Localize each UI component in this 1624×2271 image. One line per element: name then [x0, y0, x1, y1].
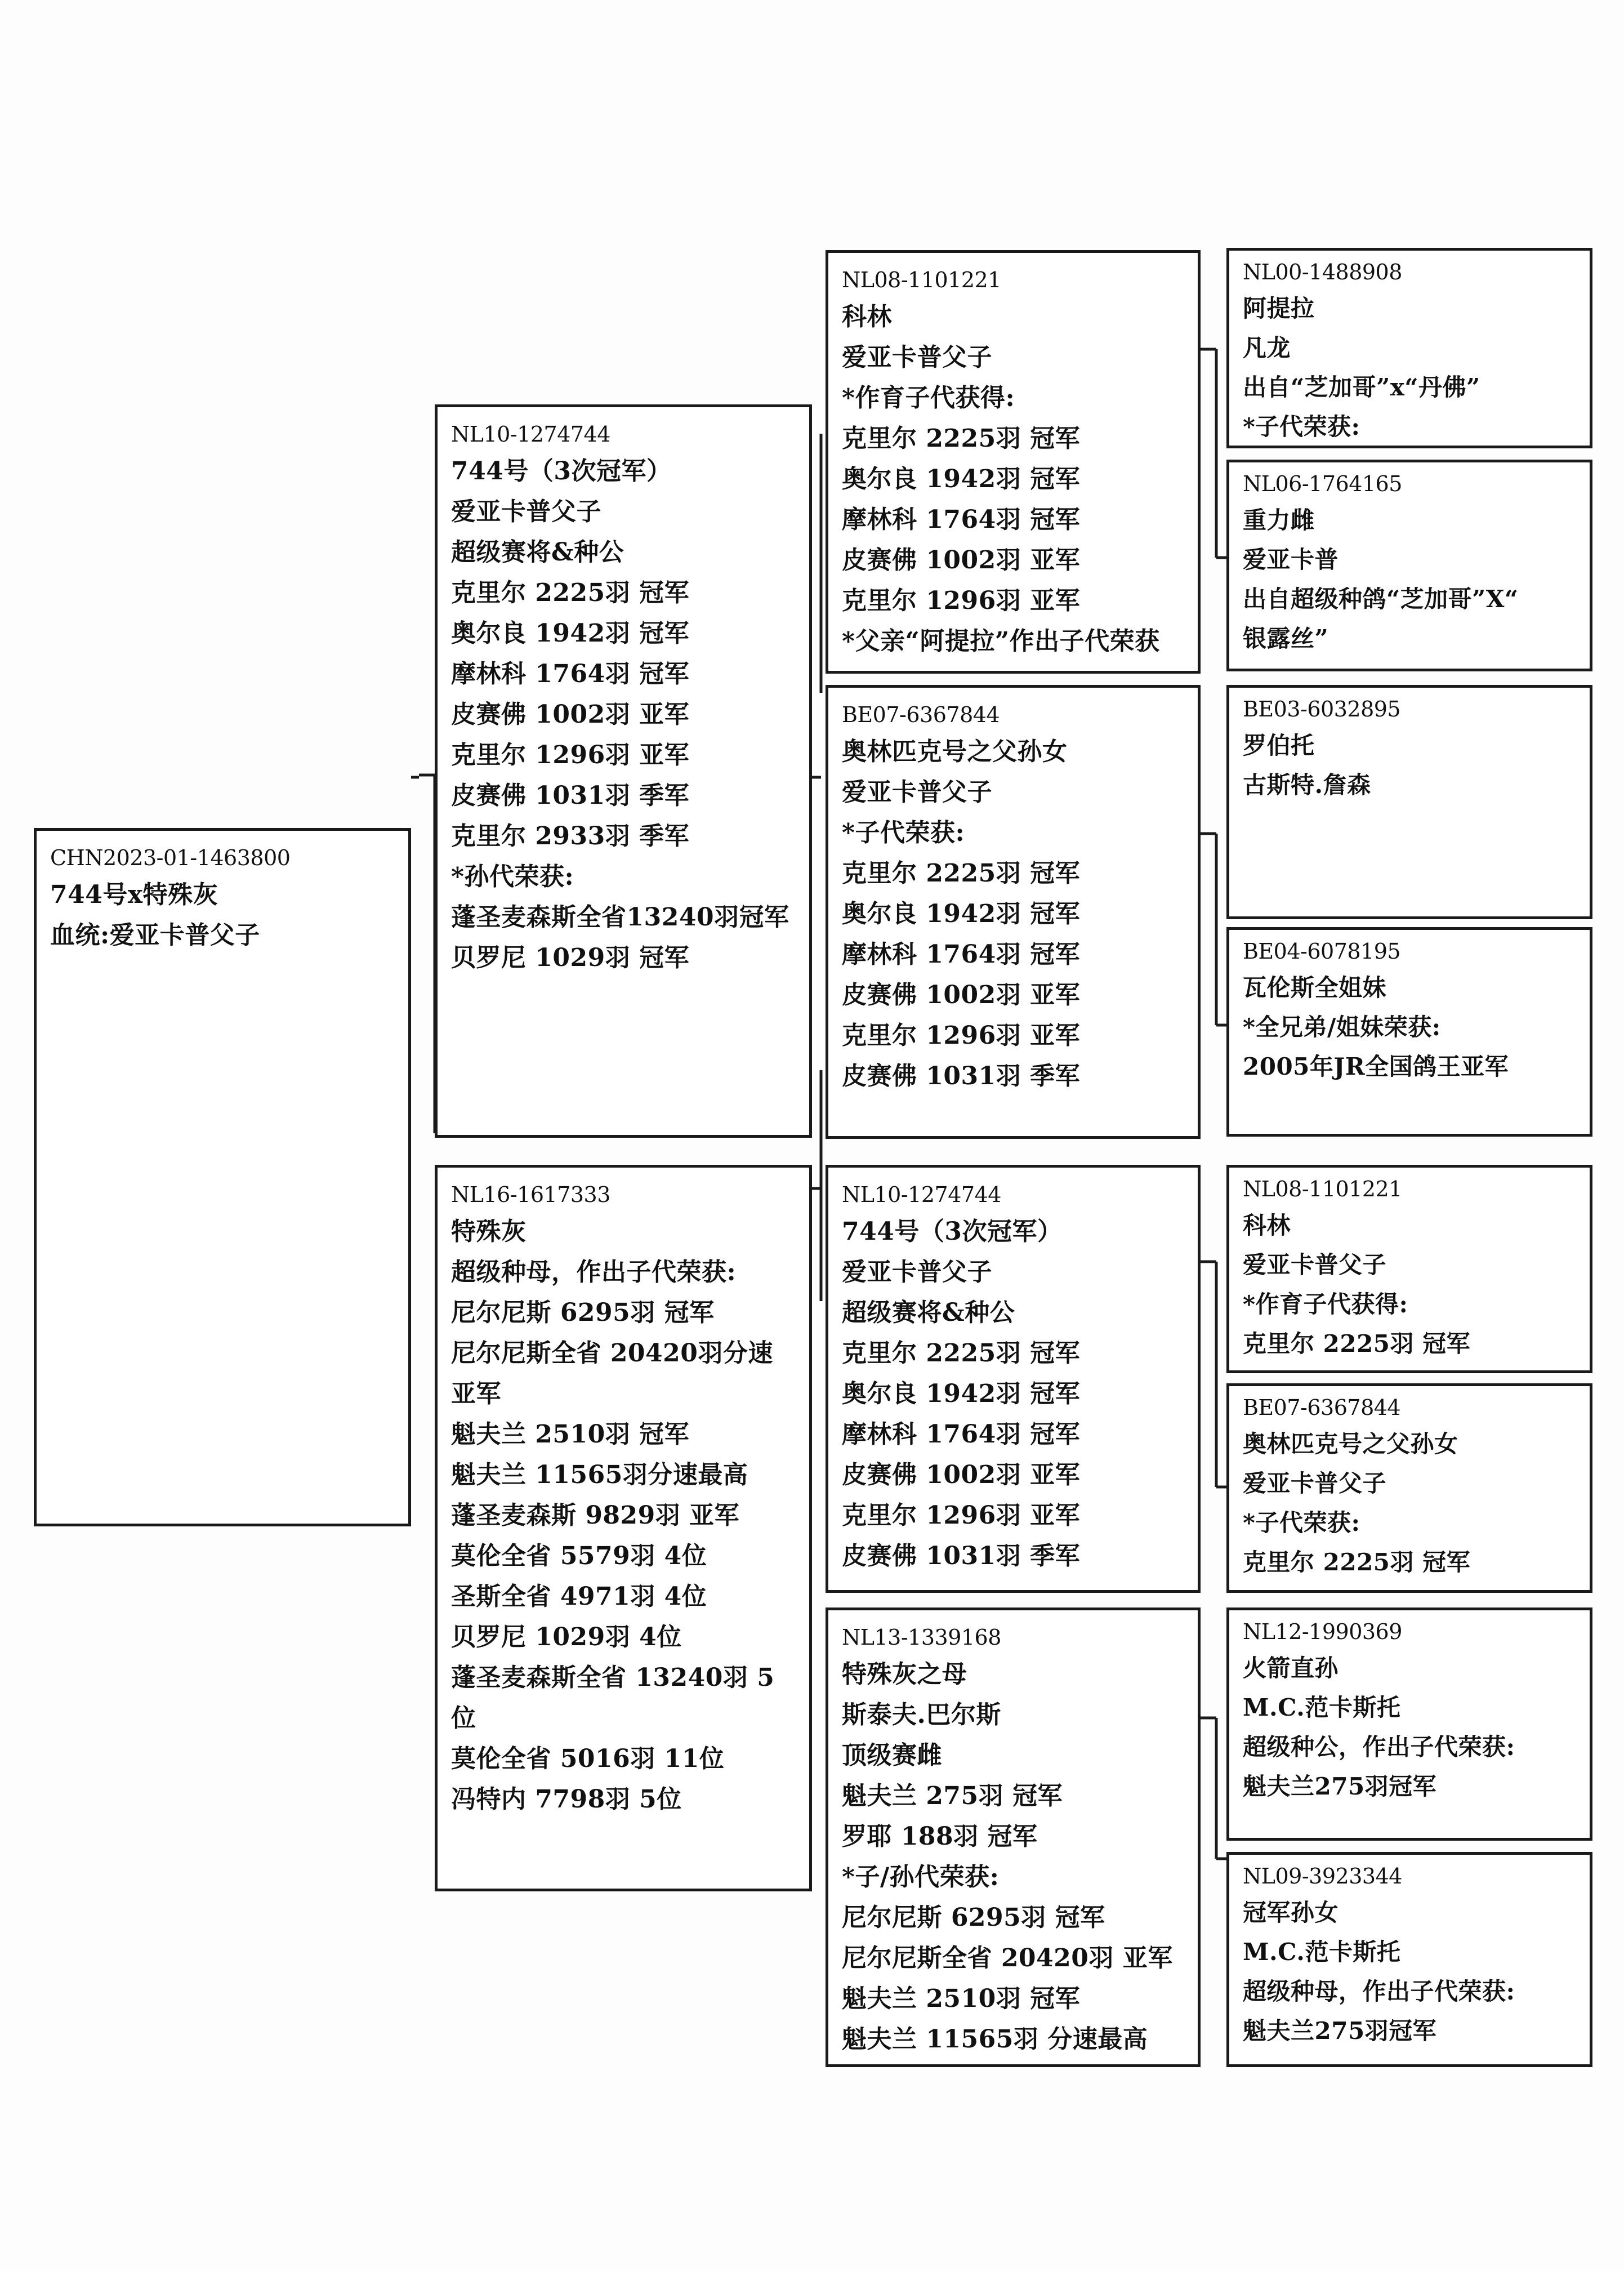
pedigree-box-subject — [34, 828, 411, 1526]
pedigree-line: 凡龙 — [1243, 334, 1291, 362]
ring-number: BE03-6032895 — [1243, 697, 1401, 722]
pedigree-line: 罗伯托 — [1243, 732, 1315, 759]
pedigree-line: 摩林科 1764羽 冠军 — [451, 660, 690, 688]
pedigree-line: 皮赛佛 1031羽 季军 — [842, 1542, 1081, 1570]
ring-number: NL00-1488908 — [1243, 260, 1402, 284]
pedigree-line: 瓦伦斯全姐妹 — [1243, 974, 1387, 1001]
pedigree-line: 摩林科 1764羽 冠军 — [842, 1420, 1081, 1449]
connector-root-bracket — [419, 775, 435, 1133]
pedigree-line: 尼尔尼斯 6295羽 冠军 — [842, 1903, 1105, 1932]
pedigree-line: 克里尔 1296羽 亚军 — [842, 1021, 1081, 1050]
ring-number: NL09-3923344 — [1243, 1864, 1402, 1889]
pedigree-line: 斯泰夫.巴尔斯 — [842, 1700, 1001, 1729]
pedigree-box-sire — [435, 404, 812, 1138]
pedigree-line: *子/孙代荣获: — [842, 1863, 1000, 1891]
pedigree-line: 奥尔良 1942羽 冠军 — [842, 465, 1081, 493]
ring-number: NL08-1101221 — [1243, 1177, 1402, 1201]
pedigree-line: 奥尔良 1942羽 冠军 — [842, 1379, 1081, 1408]
pedigree-line: 爱亚卡普父子 — [1243, 1251, 1387, 1279]
pedigree-line: 皮赛佛 1031羽 季军 — [451, 781, 690, 810]
pedigree-line: 爱亚卡普父子 — [842, 778, 992, 807]
pedigree-line: 古斯特.詹森 — [1243, 771, 1371, 799]
pedigree-line: 魁夫兰 2510羽 冠军 — [451, 1420, 690, 1449]
pedigree-line: *作育子代获得: — [1243, 1290, 1408, 1318]
pedigree-line: 银露丝” — [1243, 625, 1329, 652]
pedigree-box-dam-dam — [826, 1607, 1201, 2067]
pedigree-box-ds-dam — [1226, 1383, 1592, 1593]
pedigree-line: 奥尔良 1942羽 冠军 — [451, 619, 690, 648]
pedigree-line: 超级赛将&种公 — [451, 538, 624, 567]
pedigree-line: 蓬圣麦森斯全省 13240羽 5位 — [451, 1663, 775, 1733]
pedigree-line: 魁夫兰 2510羽 冠军 — [842, 1984, 1081, 2013]
pedigree-line: 莫伦全省 5579羽 4位 — [451, 1542, 707, 1570]
pedigree-line: 尼尔尼斯 6295羽 冠军 — [451, 1298, 715, 1327]
connector-dd-bracket — [1201, 1718, 1226, 1859]
pedigree-line: 摩林科 1764羽 冠军 — [842, 940, 1081, 969]
pedigree-line: *作育子代获得: — [842, 384, 1015, 412]
connector-sd-bracket — [1201, 834, 1226, 1025]
pedigree-line: 爱亚卡普父子 — [451, 497, 601, 526]
pedigree-line: 蓬圣麦森斯全省13240羽冠军 — [451, 903, 789, 932]
pedigree-line: 出自超级种鸽“芝加哥”X“ — [1243, 585, 1519, 613]
pedigree-line: 爱亚卡普父子 — [842, 343, 992, 372]
pedigree-line: 皮赛佛 1002羽 亚军 — [842, 981, 1081, 1009]
pedigree-line: *子代荣获: — [842, 818, 965, 847]
pedigree-line: 744号（3次冠军） — [842, 1217, 1063, 1246]
pedigree-line: *孙代荣获: — [451, 862, 574, 891]
ring-number: NL10-1274744 — [842, 1182, 1001, 1207]
pedigree-line: 魁夫兰 275羽 冠军 — [842, 1782, 1063, 1810]
pedigree-line: 爱亚卡普 — [1243, 546, 1339, 573]
pedigree-line: 克里尔 2225羽 冠军 — [451, 578, 690, 607]
pedigree-line: 科林 — [1243, 1212, 1291, 1239]
pedigree-line: 皮赛佛 1002羽 亚军 — [842, 546, 1081, 575]
pedigree-line: 克里尔 2225羽 冠军 — [1243, 1330, 1471, 1357]
pedigree-line: 奥林匹克号之父孙女 — [1243, 1430, 1458, 1458]
pedigree-line: 克里尔 2225羽 冠军 — [842, 424, 1081, 453]
pedigree-line: 奥尔良 1942羽 冠军 — [842, 900, 1081, 928]
pedigree-line: 重力雌 — [1243, 506, 1315, 534]
pedigree-line: *全兄弟/姐妹荣获: — [1243, 1013, 1441, 1041]
pedigree-line: 克里尔 2225羽 冠军 — [842, 859, 1081, 888]
ring-number: NL13-1339168 — [842, 1625, 1001, 1650]
pedigree-box-ss-dam — [1226, 460, 1592, 671]
pedigree-line: 克里尔 1296羽 亚军 — [451, 741, 690, 769]
pedigree-box-dd-dam — [1226, 1852, 1592, 2067]
pedigree-line: 莫伦全省 5016羽 11位 — [451, 1744, 725, 1773]
connector-sire-bracket — [812, 434, 821, 1301]
pedigree-line: 超级种母，作出子代荣获: — [1243, 1978, 1515, 2005]
pedigree-line: 克里尔 2933羽 季军 — [451, 822, 690, 850]
pedigree-box-dam — [435, 1165, 812, 1891]
pedigree-line: 贝罗尼 1029羽 4位 — [451, 1623, 682, 1651]
pedigree-line: *子代荣获: — [1243, 413, 1360, 440]
pedigree-line: 出自“芝加哥”x“丹佛” — [1243, 373, 1480, 401]
pedigree-line: 超级种公，作出子代荣获: — [1243, 1733, 1515, 1761]
pedigree-line: 克里尔 1296羽 亚军 — [842, 1501, 1081, 1530]
pedigree-line: 744号x特殊灰 — [50, 880, 218, 909]
pedigree-line: 贝罗尼 1029羽 冠军 — [451, 943, 690, 972]
ring-number: BE07-6367844 — [842, 702, 1000, 727]
pedigree-line: 魁夫兰 11565羽 分速最高 — [842, 2025, 1148, 2054]
ring-number: NL12-1990369 — [1243, 1619, 1402, 1644]
pedigree-box-ds-sire — [1226, 1165, 1592, 1373]
ring-number: NL06-1764165 — [1243, 471, 1402, 496]
pedigree-line: 顶级赛雌 — [842, 1741, 942, 1770]
pedigree-line: 火箭直孙 — [1243, 1654, 1339, 1682]
pedigree-line: 超级种母，作出子代荣获: — [451, 1258, 737, 1286]
pedigree-line: 爱亚卡普父子 — [842, 1258, 992, 1286]
pedigree-line: M.C.范卡斯托 — [1243, 1938, 1401, 1966]
ring-number: NL08-1101221 — [842, 268, 1001, 292]
pedigree-line: 魁夫兰 11565羽分速最高 — [451, 1460, 748, 1489]
pedigree-line: 科林 — [842, 302, 892, 331]
ring-number: BE07-6367844 — [1243, 1395, 1401, 1420]
pedigree-line: 尼尔尼斯全省 20420羽 亚军 — [842, 1944, 1173, 1972]
pedigree-line: 罗耶 188羽 冠军 — [842, 1822, 1038, 1851]
pedigree-line: 克里尔 1296羽 亚军 — [842, 586, 1081, 615]
pedigree-line: 皮赛佛 1002羽 亚军 — [842, 1460, 1081, 1489]
pedigree-box-ss-sire — [1226, 248, 1592, 448]
ring-number: BE04-6078195 — [1243, 939, 1401, 964]
pedigree-box-sd-dam — [1226, 927, 1592, 1137]
pedigree-box-sire-sire — [826, 250, 1201, 674]
pedigree-line: *父亲“阿提拉”作出子代荣获 — [842, 627, 1160, 656]
pedigree-line: 克里尔 2225羽 冠军 — [842, 1339, 1081, 1368]
pedigree-line: 尼尔尼斯全省 20420羽分速亚军 — [451, 1339, 773, 1408]
pedigree-line: 冯特内 7798羽 5位 — [451, 1785, 682, 1814]
pedigree-line: *子代荣获: — [1243, 1509, 1360, 1537]
pedigree-box-sire-dam — [826, 685, 1201, 1139]
pedigree-line: 阿提拉 — [1243, 295, 1315, 322]
pedigree-line: 爱亚卡普父子 — [1243, 1470, 1387, 1497]
pedigree-line: 血统:爱亚卡普父子 — [50, 921, 260, 950]
pedigree-line: 克里尔 2225羽 冠军 — [1243, 1548, 1471, 1576]
pedigree-line: 魁夫兰275羽冠军 — [1243, 1773, 1437, 1800]
pedigree-line: 魁夫兰275羽冠军 — [1243, 2017, 1437, 2045]
pedigree-line: 蓬圣麦森斯 9829羽 亚军 — [451, 1501, 740, 1530]
pedigree-line: 圣斯全省 4971羽 4位 — [451, 1582, 707, 1611]
pedigree-line: 特殊灰 — [451, 1217, 527, 1246]
pedigree-line: 皮赛佛 1002羽 亚军 — [451, 700, 690, 729]
connector-ds-bracket — [1201, 1262, 1226, 1487]
pedigree-box-sd-sire — [1226, 685, 1592, 919]
pedigree-box-dam-sire — [826, 1165, 1201, 1593]
pedigree-line: 2005年JR全国鸽王亚军 — [1243, 1053, 1509, 1080]
ring-number: CHN2023-01-1463800 — [50, 845, 291, 870]
pedigree-line: 冠军孙女 — [1243, 1899, 1339, 1926]
ring-number: NL16-1617333 — [451, 1182, 610, 1207]
pedigree-line: 744号（3次冠军） — [451, 457, 672, 486]
pedigree-line: 摩林科 1764羽 冠军 — [842, 505, 1081, 534]
connector-ss-bracket — [1201, 349, 1226, 558]
pedigree-line: 特殊灰之母 — [842, 1660, 967, 1689]
pedigree-line: M.C.范卡斯托 — [1243, 1694, 1401, 1721]
pedigree-line: 皮赛佛 1031羽 季军 — [842, 1062, 1081, 1090]
pedigree-line: 超级赛将&种公 — [842, 1298, 1015, 1327]
ring-number: NL10-1274744 — [451, 422, 610, 447]
pedigree-box-dd-sire — [1226, 1607, 1592, 1841]
pedigree-line: 奥林匹克号之父孙女 — [842, 737, 1068, 766]
